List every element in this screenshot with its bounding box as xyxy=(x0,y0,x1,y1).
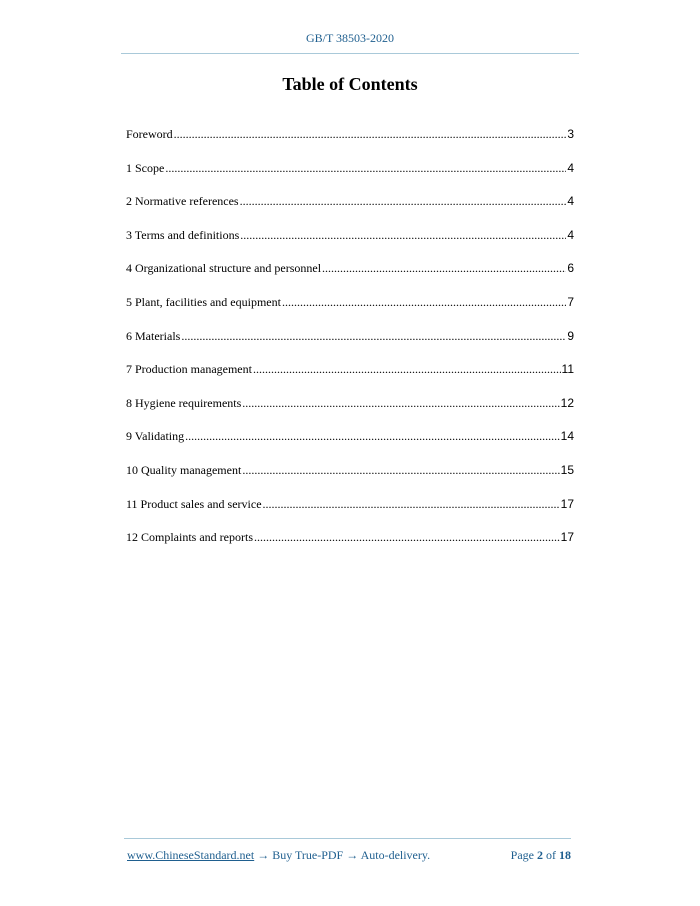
page-current: 2 xyxy=(537,848,543,862)
toc-entry-page: 11 xyxy=(561,362,574,377)
header-rule xyxy=(121,53,579,54)
toc-entry-label: 5 Plant, facilities and equipment xyxy=(126,294,281,309)
toc-entry-hygiene-requirements[interactable] xyxy=(126,396,574,430)
toc-entry-quality-management[interactable] xyxy=(126,463,574,497)
toc-entry-page: 4 xyxy=(567,227,574,242)
toc-entry-page: 12 xyxy=(560,395,574,410)
page-of: of xyxy=(546,848,556,862)
toc-leader-dots xyxy=(282,295,566,310)
toc-entry-page: 7 xyxy=(567,294,574,309)
toc-entry-complaints-reports[interactable] xyxy=(126,530,574,564)
toc-entry-foreword[interactable] xyxy=(126,127,574,161)
toc-entry-label: 9 Validating xyxy=(126,429,185,444)
toc-entry-scope[interactable] xyxy=(126,161,574,195)
toc-entry-page: 17 xyxy=(560,496,574,511)
toc-entry-page: 4 xyxy=(567,194,574,209)
toc-entry-label: Foreword xyxy=(126,127,173,141)
table-of-contents xyxy=(126,127,574,564)
toc-entry-page: 14 xyxy=(560,429,574,444)
toc-entry-page: 9 xyxy=(567,328,574,343)
toc-entry-page: 6 xyxy=(567,261,574,276)
footer-rule xyxy=(124,838,571,839)
toc-entry-label: 1 Scope xyxy=(126,160,165,175)
page-number xyxy=(511,848,571,863)
toc-leader-dots xyxy=(254,530,560,545)
toc-entry-organizational-structure[interactable] xyxy=(126,261,574,295)
toc-entry-normative-references[interactable] xyxy=(126,194,574,228)
toc-leader-dots xyxy=(240,194,567,209)
toc-leader-dots xyxy=(242,396,559,411)
page-total: 18 xyxy=(559,848,571,862)
toc-entry-page: 4 xyxy=(567,160,574,175)
toc-leader-dots xyxy=(242,463,559,478)
footer-promo xyxy=(127,848,430,863)
website-link[interactable]: www.ChineseStandard.net xyxy=(127,848,255,862)
toc-entry-label: 3 Terms and definitions xyxy=(126,227,240,242)
page-header-code: GB/T 38503-2020 xyxy=(305,31,395,45)
toc-entry-page: 15 xyxy=(560,462,574,477)
toc-entry-production-management[interactable] xyxy=(126,362,574,396)
page-prefix: Page xyxy=(510,848,534,862)
toc-entry-label: 12 Complaints and reports xyxy=(126,530,253,545)
toc-leader-dots xyxy=(174,127,567,142)
toc-entry-page: 17 xyxy=(560,530,574,545)
toc-entry-product-sales[interactable] xyxy=(126,497,574,531)
toc-entry-page: 3 xyxy=(567,127,574,141)
toc-entry-label: 10 Quality management xyxy=(126,462,242,477)
page-footer xyxy=(127,848,571,863)
toc-leader-dots xyxy=(322,261,566,276)
toc-entry-validating[interactable] xyxy=(126,429,574,463)
toc-leader-dots xyxy=(253,362,561,377)
toc-entry-label: 4 Organizational structure and personnel xyxy=(126,261,322,276)
toc-leader-dots xyxy=(263,497,560,512)
toc-entry-materials[interactable] xyxy=(126,329,574,363)
toc-entry-label: 6 Materials xyxy=(126,328,181,343)
toc-entry-label: 8 Hygiene requirements xyxy=(126,395,242,410)
toc-entry-label: 11 Product sales and service xyxy=(126,496,262,511)
toc-leader-dots xyxy=(181,329,566,344)
toc-entry-terms-definitions[interactable] xyxy=(126,228,574,262)
toc-leader-dots xyxy=(165,161,566,176)
toc-entry-plant-facilities[interactable] xyxy=(126,295,574,329)
toc-leader-dots xyxy=(185,429,560,444)
page-title: Table of Contents xyxy=(282,74,418,94)
toc-leader-dots xyxy=(240,228,566,243)
footer-promo-text: → Buy True-PDF → Auto-delivery. xyxy=(254,848,431,862)
toc-entry-label: 2 Normative references xyxy=(126,194,239,209)
toc-entry-label: 7 Production management xyxy=(126,362,252,377)
